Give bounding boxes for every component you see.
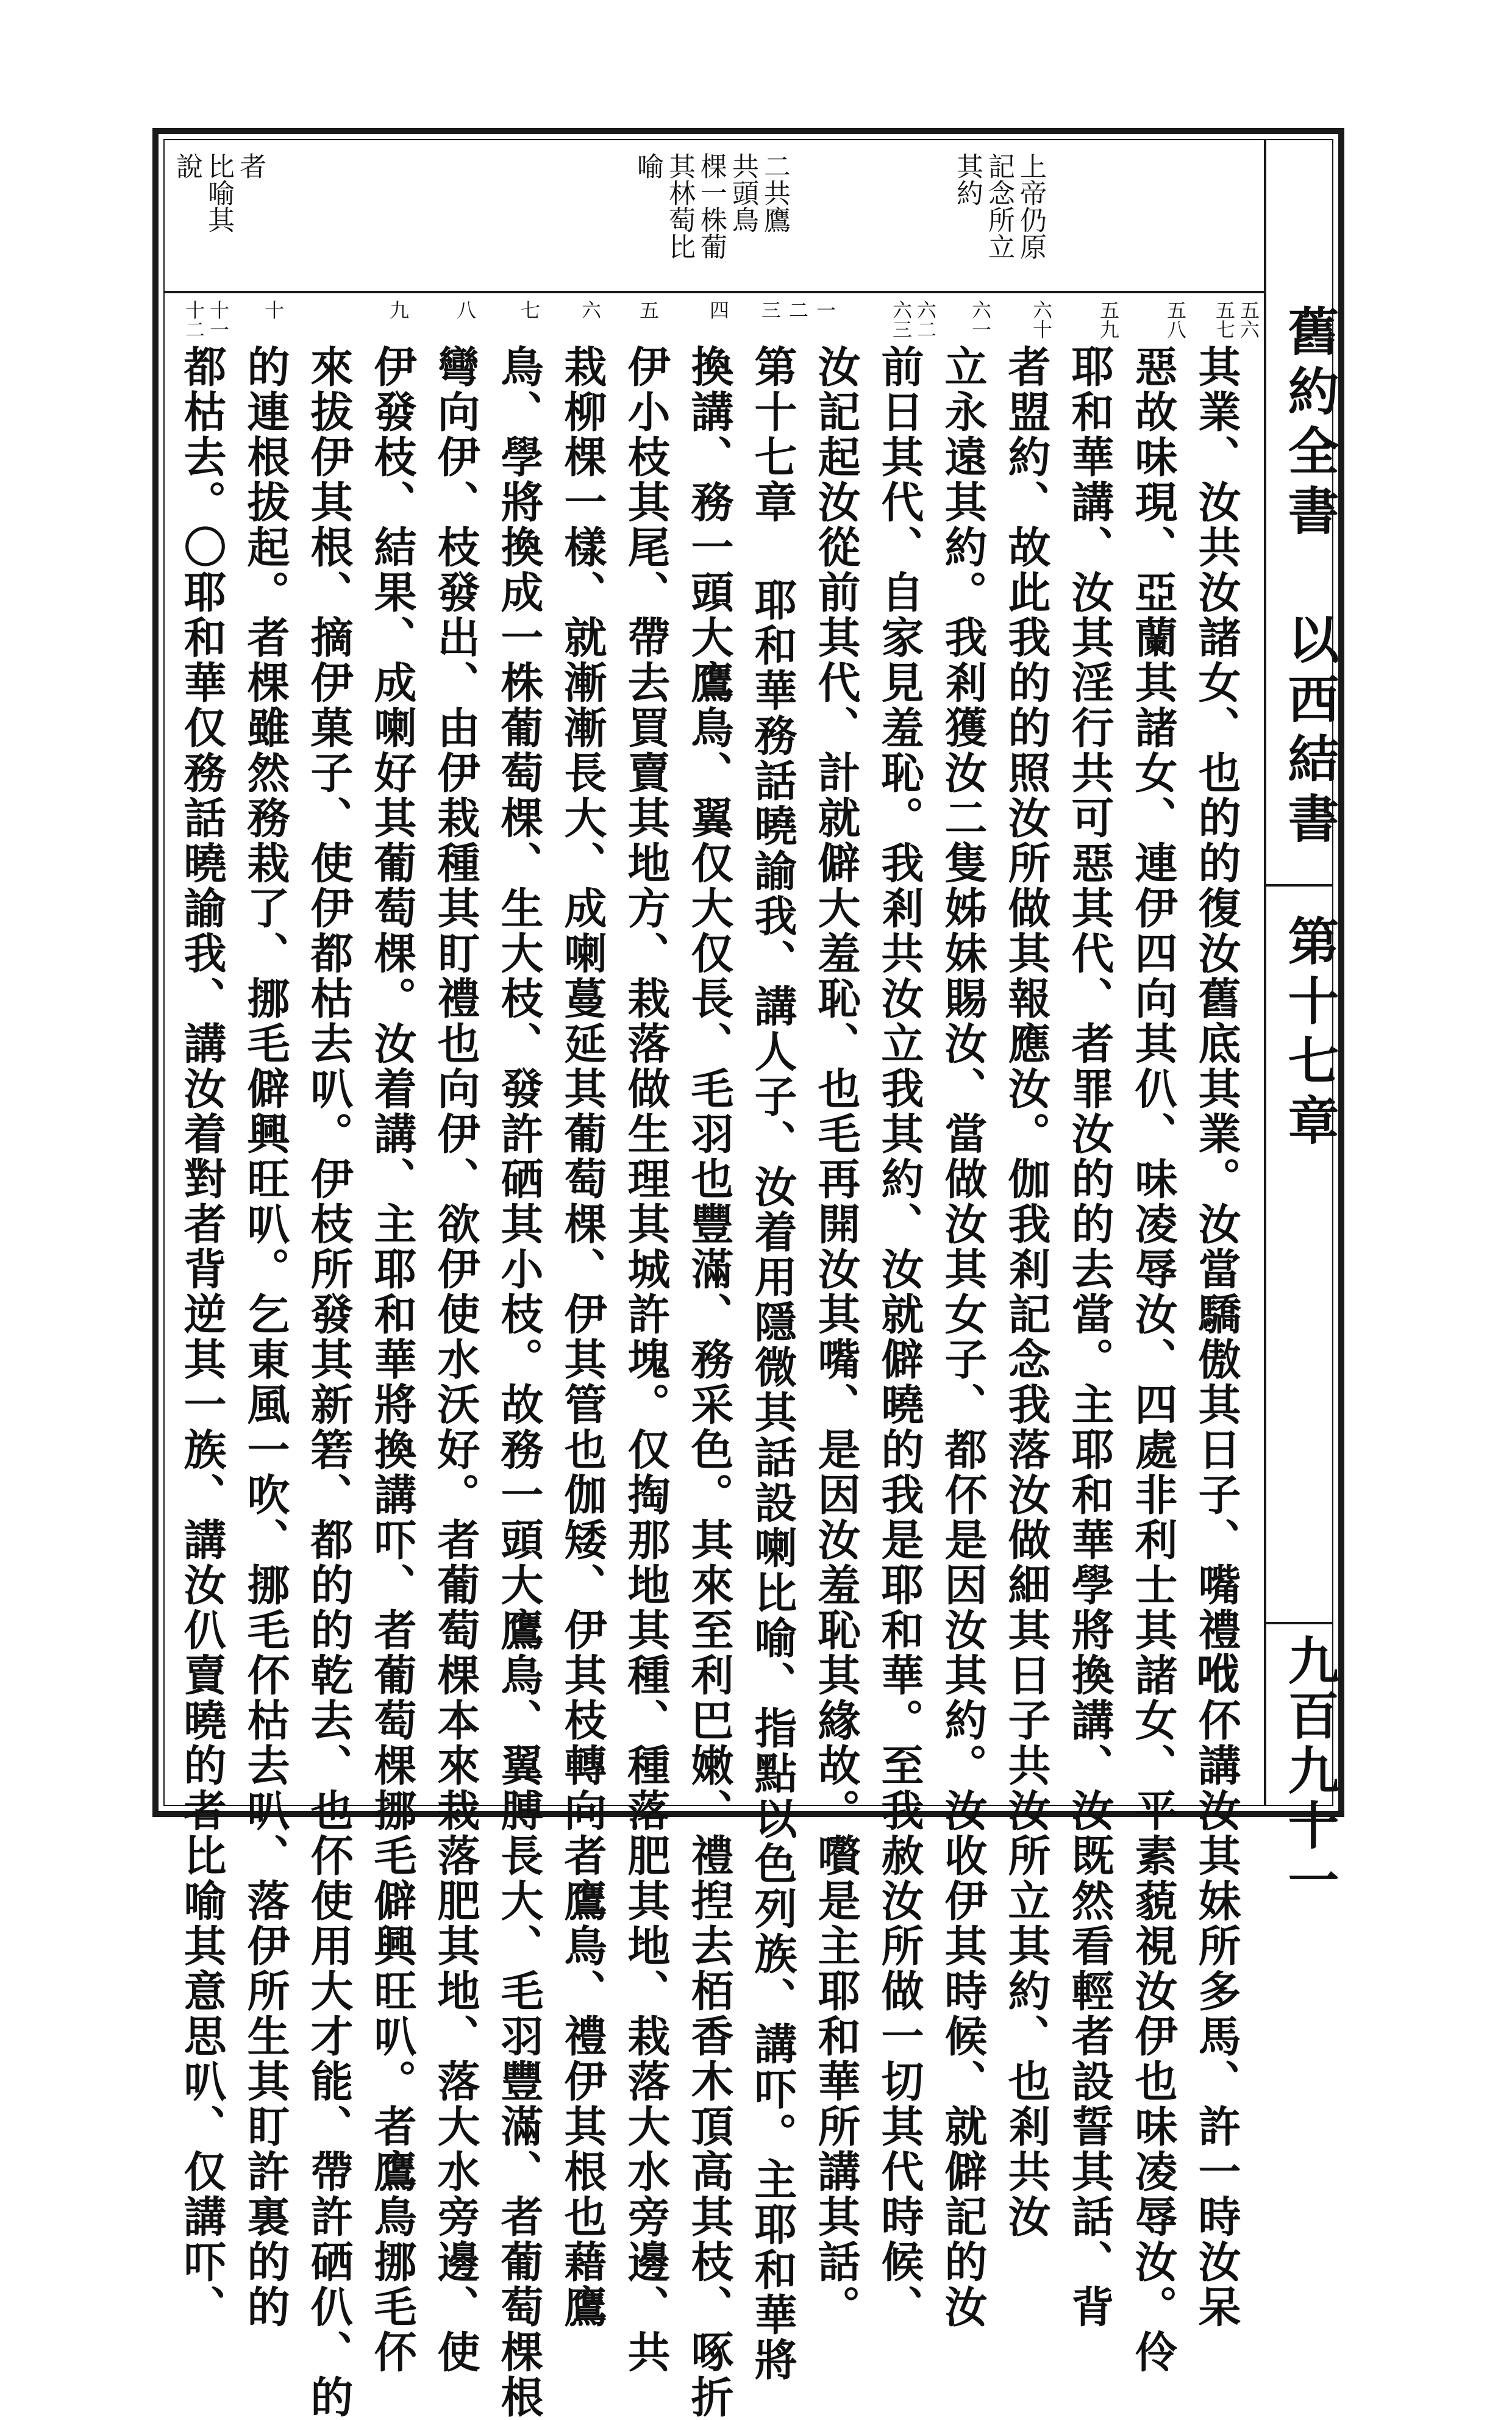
verse-marker: 八 — [454, 300, 477, 319]
text-column: 第十七章 耶和華務話曉諭我、講人子、汝着用隱微其話設喇比喻、指點以色列族、講吓。主耶和華將 — [747, 344, 798, 2383]
marginal-note: 其約 — [952, 152, 983, 206]
verse-marker: 十二 — [182, 300, 205, 339]
verse-marker: 五 — [637, 300, 660, 319]
text-column: 惡故味現、亞蘭其諸女、連伊四向其仈、味凌辱汝、四處非利士其諸女、平素藐視汝伊也味凌辱汝。伶 — [1128, 344, 1179, 2375]
marginal-note: 比喻其 — [203, 152, 234, 233]
verse-marker: 一 — [813, 300, 836, 319]
verse-marker: 五九 — [1097, 300, 1120, 339]
header-band-rule — [1264, 139, 1266, 1806]
chapter-title: 第十七章 — [1280, 915, 1340, 1154]
verse-marker: 六 — [579, 300, 602, 319]
text-column: 立永遠其約。我剎獲汝二隻姊妹賜汝、當做汝其女子、都伓是因汝其約。汝收伊其時候、就僻記的汝 — [938, 344, 988, 2330]
verse-marker: 三 — [758, 300, 782, 319]
verse-marker: 九 — [387, 300, 410, 319]
text-column: 來拔伊其根、摘伊菓子、使伊都枯去叭。伊枝所發其新箬、都的的乾去、也伓使用大才能、帶許硒仈、的 — [304, 344, 354, 2420]
text-column: 鳥、學將換成一株葡萄棵、生大枝、發許硒其小枝。故務一頭大鷹鳥、翼膊長大、毛羽豐滿、者葡萄棵根 — [494, 344, 544, 2420]
verse-marker: 二 — [786, 300, 809, 319]
text-column: 前日其代、自家見羞恥。我剎共汝立我其約、汝就僻曉的我是耶和華。至我赦汝所做一切其代時候、 — [874, 344, 925, 2330]
verse-marker: 四 — [707, 300, 730, 319]
marginal-note: 說 — [171, 152, 202, 179]
verse-marker: 五六 — [1237, 300, 1260, 339]
text-column: 伊發枝、結果、成喇好其葡萄棵。汝着講、主耶和華將換講吓、者葡萄棵挪毛僻興旺叭。者鷹鳥挪毛伓 — [367, 344, 418, 2375]
marginal-notes-rule — [163, 291, 1264, 293]
page-number: 九百九十一 — [1280, 1634, 1340, 1908]
verse-marker: 五八 — [1164, 300, 1187, 339]
text-column: 栽柳棵一樣、就漸漸長大、成喇蔓延其葡萄棵、伊其管也伽矮、伊其枝轉向者鷹鳥、禮伊其根也藉鷹 — [557, 344, 608, 2330]
verse-marker: 十 — [262, 300, 285, 319]
marginal-note: 喻 — [632, 152, 663, 179]
text-column: 其業、汝共汝諸女、也的的復汝舊底其業。汝當驕傲其日子、嘴禮𠲎伓講汝其妹所多馬、許一時汝呆 — [1191, 344, 1242, 2330]
text-column: 的連根拔起。者棵雖然務栽了、挪毛僻興旺叭。乞東風一吹、挪毛伓枯去叭、落伊所生其盯許裏的的 — [240, 344, 291, 2330]
verse-marker: 六一 — [969, 300, 992, 339]
text-column: 都枯去。〇耶和華仅務話曉諭我、講汝着對者背逆其一族、講汝仈賣曉的者比喻其意思叭、仅講吓、 — [177, 344, 227, 2330]
marginal-note: 共頭鳥 — [727, 152, 758, 233]
marginal-note: 記念所立 — [983, 152, 1015, 260]
verse-marker: 六二 — [914, 300, 937, 339]
band-divider-2 — [1264, 1622, 1333, 1624]
marginal-note: 其林萄比 — [664, 152, 695, 260]
running-title: 舊約全書 以西結書 — [1280, 305, 1340, 852]
marginal-note: 二共鷹 — [759, 152, 790, 233]
text-column: 換講、務一頭大鷹鳥、翼仅大仅長、毛羽也豐滿、務采色。其來至利巴嫩、禮揑去栢香木頂高其枝、啄折 — [684, 344, 735, 2420]
marginal-note: 棵一株葡 — [696, 152, 727, 260]
marginal-note: 上帝仍原 — [1015, 152, 1046, 260]
verse-marker: 六十 — [1030, 300, 1053, 339]
verse-marker: 六三 — [890, 300, 913, 339]
verse-marker: 十一 — [207, 300, 230, 339]
text-column: 耶和華講、汝其淫行共可惡其代、者罪汝的的去當。主耶和華學將換講、汝既然看輕者設誓其話、背 — [1064, 344, 1115, 2330]
text-column: 伊小枝其尾、帶去買賣其地方、栽落做生理其城許塊。仅掏那地其種、種落肥其地、栽落大水旁邊、共 — [621, 344, 671, 2375]
band-divider-1 — [1264, 884, 1333, 887]
marginal-note: 者 — [235, 152, 266, 179]
text-column: 彎向伊、枝發出、由伊栽種其盯禮也向伊、欲伊使水沃好。者葡萄棵本來栽落肥其地、落大水旁邊、使 — [430, 344, 481, 2375]
text-column: 者盟約、故此我的的照汝所做其報應汝。伽我剎記念我落汝做細其日子共汝所立其約、也剎共汝 — [1001, 344, 1052, 2240]
text-column: 汝記起汝從前其代、計就僻大羞恥、也毛再開汝其嘴、是因汝羞恥其緣故。嚽是主耶和華所講其話。 — [811, 344, 861, 2330]
verse-marker: 五七 — [1213, 300, 1236, 339]
verse-marker: 七 — [518, 300, 541, 319]
